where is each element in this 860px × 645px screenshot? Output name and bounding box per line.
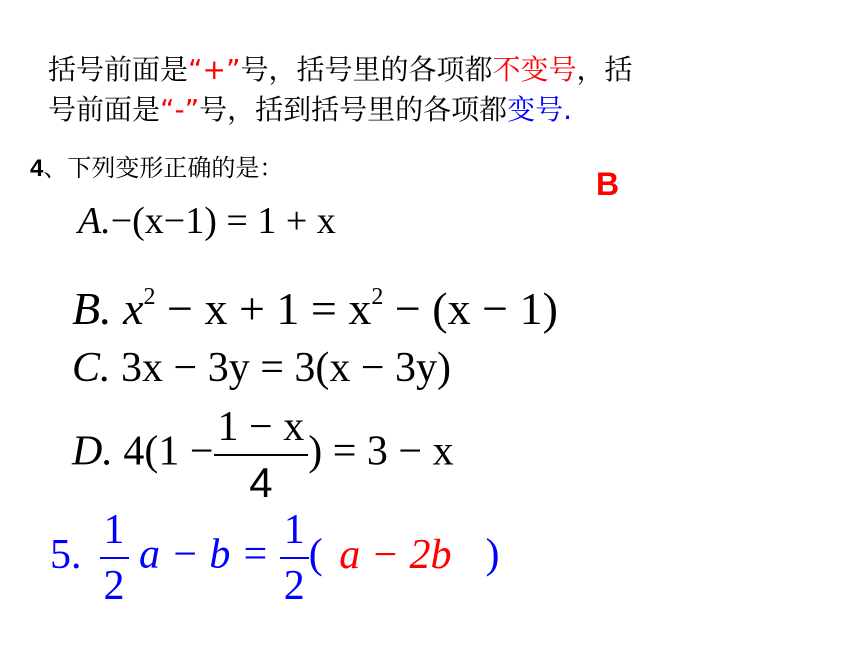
option-label: A. xyxy=(78,200,111,242)
option-expression: ) = 3 − x xyxy=(308,428,454,475)
denominator: 2 xyxy=(283,563,305,609)
rule-line-1 xyxy=(48,52,633,88)
option-label: D. xyxy=(72,428,113,475)
rule-text: ，括 xyxy=(576,53,633,86)
numerator: 1 − x xyxy=(217,404,305,450)
question-number: 5. xyxy=(50,531,82,578)
option-b xyxy=(72,272,558,334)
denominator: 2 xyxy=(103,563,125,609)
question-text: 、下列变形正确的是： xyxy=(43,154,284,182)
option-expression: 3x − 3y = 3(x − 3y) xyxy=(121,345,452,391)
option-label: B. xyxy=(72,283,112,334)
answer-label: B xyxy=(596,166,620,202)
fraction-bar xyxy=(214,454,309,456)
option-label: C. xyxy=(72,345,111,391)
question-number: 4 xyxy=(30,155,44,182)
option-d xyxy=(72,402,454,508)
plus-sign-quote: “+” xyxy=(188,53,241,86)
close-paren: ) xyxy=(485,531,500,578)
rule-text: 号，括到括号里的各项都 xyxy=(199,93,508,126)
rule-text: . xyxy=(563,93,573,126)
open-paren: ( xyxy=(308,531,323,578)
keyword-change-sign: 变号 xyxy=(507,93,564,126)
fraction-bar xyxy=(280,557,309,559)
minus-sign-quote: “-” xyxy=(160,93,200,126)
question-5 xyxy=(50,505,500,611)
fill-answer: a − 2b xyxy=(339,531,452,578)
option-a xyxy=(78,196,336,246)
exponent: 2 xyxy=(143,284,156,310)
fraction xyxy=(280,505,309,611)
denominator: 4 xyxy=(249,459,273,506)
option-expression: 4(1 − xyxy=(123,428,214,475)
rule-text: 号，括号里的各项都 xyxy=(240,53,493,86)
numerator: 1 xyxy=(103,507,125,553)
rule-text: 号前面是 xyxy=(48,93,161,126)
rule-line-2 xyxy=(48,92,572,128)
option-expression: − x + 1 = x xyxy=(155,283,372,334)
question-expression: a − b = xyxy=(139,531,270,578)
variable-x: x xyxy=(123,283,144,334)
keyword-no-change-sign: 不变号 xyxy=(492,53,577,86)
exponent: 2 xyxy=(371,284,384,310)
fraction xyxy=(214,402,309,508)
option-c xyxy=(72,343,451,393)
option-expression: − (x − 1) xyxy=(383,283,558,334)
numerator: 1 xyxy=(283,507,305,553)
fraction xyxy=(100,505,129,611)
fraction-bar xyxy=(100,557,129,559)
option-expression: −(x−1) = 1 + x xyxy=(110,200,336,242)
question-4-prompt xyxy=(30,148,283,183)
rule-text: 括号前面是 xyxy=(48,53,189,86)
